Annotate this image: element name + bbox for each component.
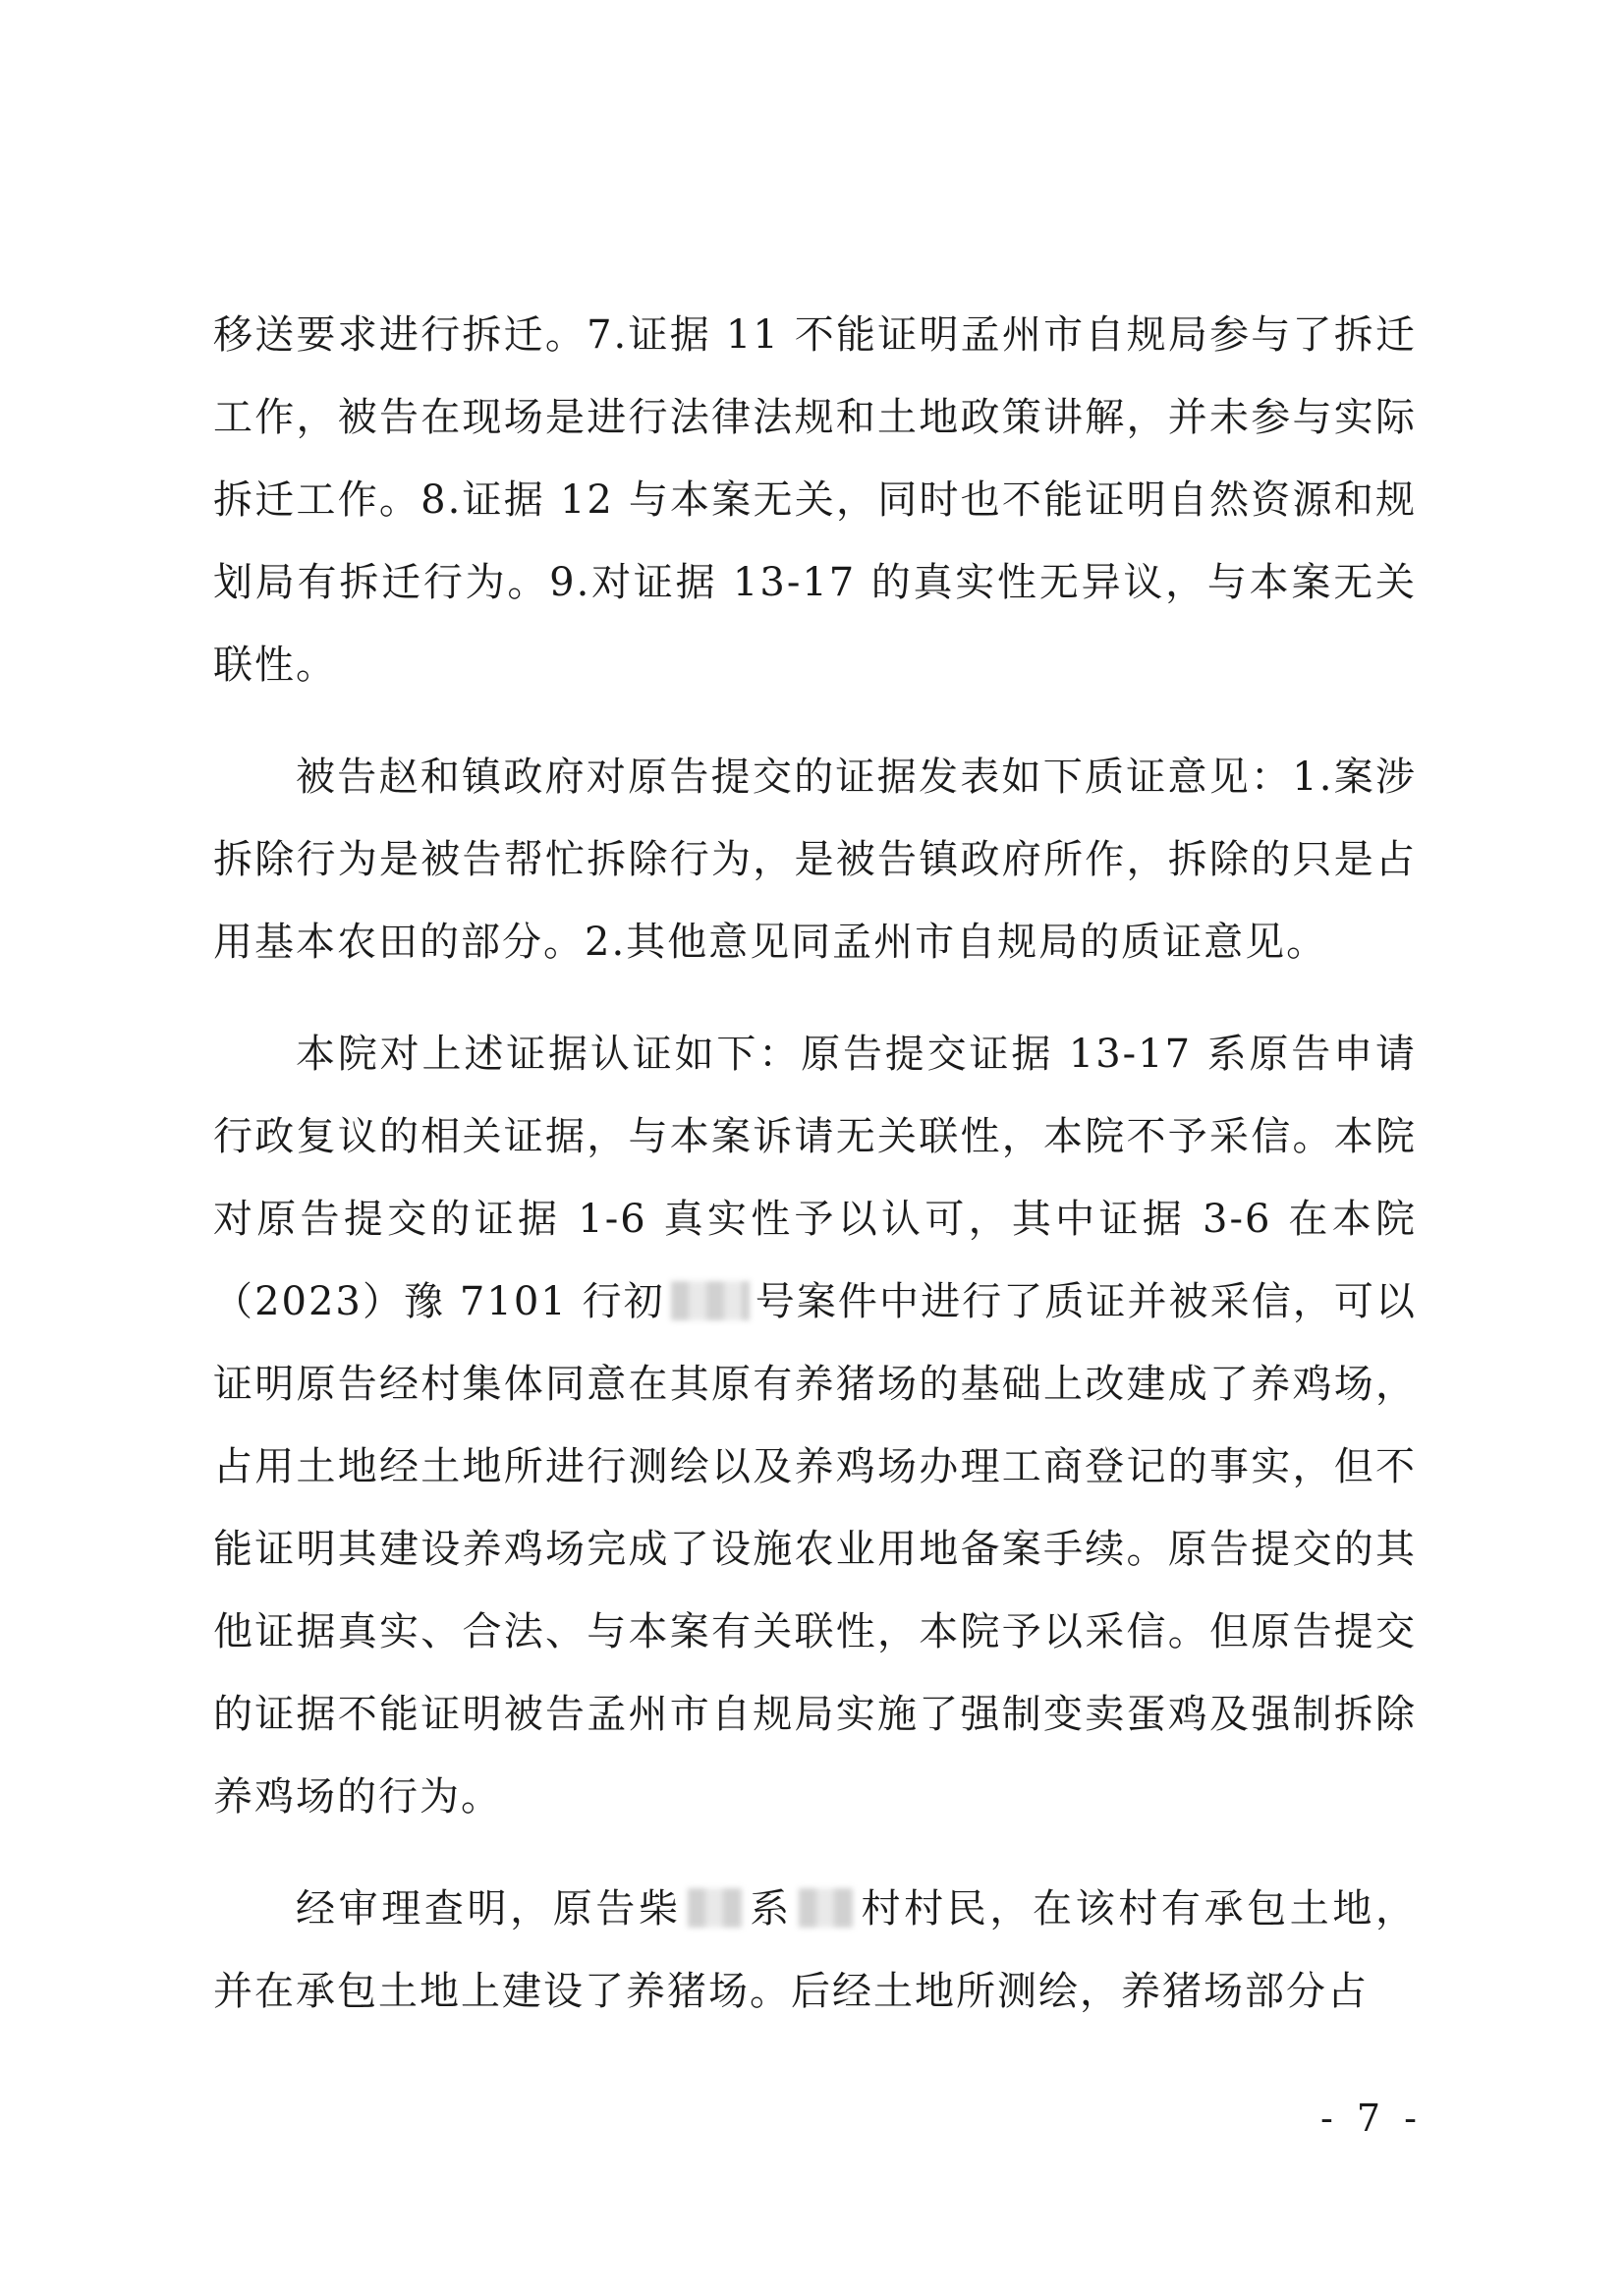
page-number: - 7 - <box>1319 2097 1423 2140</box>
paragraph-text: 移送要求进行拆迁。7.证据 11 不能证明孟州市自规局参与了拆迁工作，被告在现场是进行法律法规和土地政策讲解，并未参与实际拆迁工作。8.证据 12 与本案无关，同时也不能证明自然资源和规划局有拆迁行为。9.对证据 13-17 的真实性无异议，与本案无关联性。 <box>213 312 1417 688</box>
paragraph-text: 经审理查明，原告柴 <box>296 1886 682 1932</box>
paragraph-continuation <box>213 294 1417 706</box>
redaction-blur <box>688 1888 743 1928</box>
paragraph-text: 号案件中进行了质证并被采信，可以证明原告经村集体同意在其原有养猪场的基础上改建成了养鸡场，占用土地经土地所进行测绘以及养鸡场办理工商登记的事实，但不能证明其建设养鸡场完成了设施农业用地备案手续。原告提交的其他证据真实、合法、与本案有关联性，本院予以采信。但原告提交的证据不能证明被告孟州市自规局实施了强制变卖蛋鸡及强制拆除养鸡场的行为。 <box>213 1279 1417 1820</box>
paragraph-text: 被告赵和镇政府对原告提交的证据发表如下质证意见：1.案涉拆除行为是被告帮忙拆除行为，是被告镇政府所作，拆除的只是占用基本农田的部分。2.其他意见同孟州市自规局的质证意见。 <box>213 755 1417 965</box>
paragraph-text: 系 <box>748 1886 793 1932</box>
paragraph-text: 村村民，在该村有承包土地，并在承包土地上建设了养猪场。后经土地所测绘，养猪场部分占 <box>213 1886 1417 2014</box>
paragraph-court-evidence-finding <box>213 1013 1417 1838</box>
redaction-blur <box>799 1888 854 1928</box>
redaction-blur <box>671 1281 750 1320</box>
paragraph-facts-found <box>213 1868 1417 2033</box>
paragraph-defendant-opinion <box>213 736 1417 983</box>
paragraph-text: 本院对上述证据认证如下：原告提交证据 13-17 系原告申请行政复议的相关证据，与本案诉请无关联性，本院不予采信。本院对原告提交的证据 1-6 真实性予以认可，其中证据 3-6 在本院（2023）豫 7101 行初 <box>213 1032 1417 1324</box>
document-body <box>213 294 1417 2062</box>
